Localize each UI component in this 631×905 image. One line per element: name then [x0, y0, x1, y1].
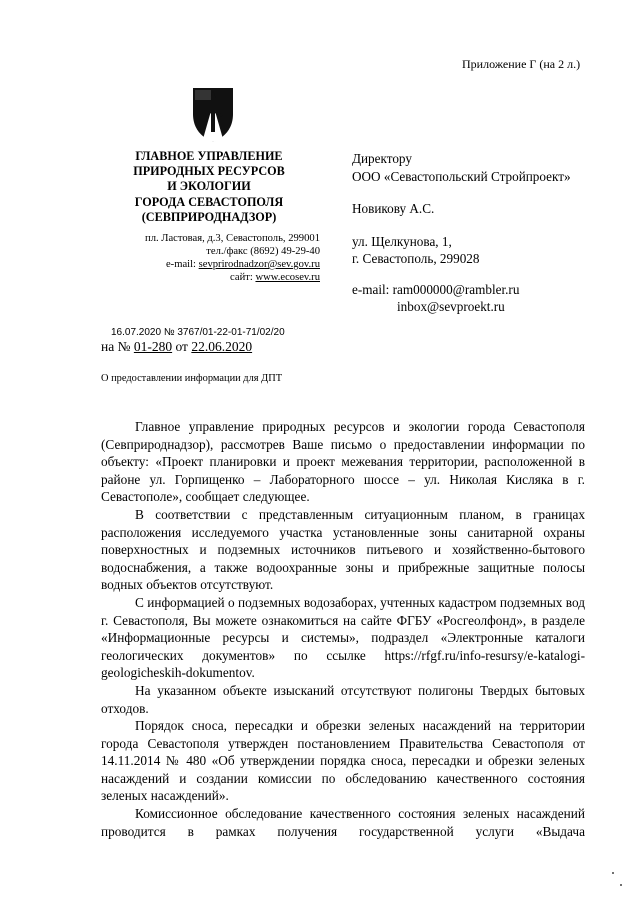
body-paragraph: Порядок сноса, пересадки и обрезки зеленых насаждений на территории города Севастополя утвержден постановлением Правительства Севастополя от 14.11.2014 № 480 «Об утверждении порядка сноса, пересадки и обрезки зеленых насаждений и создании комиссии по обследованию качественного состояния зеленых насаждений».	[101, 718, 585, 804]
site-label: сайт:	[230, 272, 256, 283]
reference-date: 22.06.2020	[191, 339, 253, 354]
sender-site-row	[112, 271, 320, 284]
recipient-block	[352, 150, 571, 316]
letter-subject: О предоставлении информации для ДПТ	[101, 373, 283, 384]
org-line: (СЕВПРИРОДНАДЗОР)	[141, 209, 277, 224]
scan-speck	[620, 884, 622, 886]
body-paragraph: Комиссионное обследование качественного состояния зеленых насаждений проводится в рамках получения государственной услуги «Выдача	[101, 806, 585, 839]
reference-middle: от	[172, 339, 192, 354]
recipient-line: ул. Щелкунова, 1,	[352, 233, 452, 249]
sevastopol-coat-of-arms	[190, 86, 236, 143]
recipient-line	[352, 268, 571, 281]
body-paragraph: С информацией о подземных водозаборах, учтенных кадастром подземных вод г. Севастополя, Вы можете ознакомиться на сайте ФГБУ «Росгеолфонд», в разделе «Информационные ресурсы и системы», подраздел «Электронные каталоги геологических документов» по ссылке https://rfgf.ru/info-resursy/e-katalogi-geologicheskih-dokumentov.	[101, 594, 585, 681]
letter-body	[101, 418, 585, 840]
sender-email-link[interactable]: sevprirodnadzor@sev.gov.ru	[198, 259, 320, 270]
registration-number: 16.07.2020 № 3767/01-22-01-71/02/20	[111, 327, 285, 338]
sender-site-link[interactable]: www.ecosev.ru	[255, 272, 320, 283]
sender-address: пл. Ластовая, д.3, Севастополь, 299001	[145, 233, 320, 244]
body-paragraph: Главное управление природных ресурсов и экологии города Севастополя (Севприроднадзор), рассмотрев Ваше письмо о предоставлении информации по объекту: «Проект планировки и проект межевания территории, расположенной в районе ул. Горпищенко – Лабораторного шоссе – ул. Николая Кисляка в г. Севастополе», сообщает следующее.	[101, 419, 585, 505]
sender-organization	[112, 149, 306, 225]
recipient-line: г. Севастополь, 299028	[352, 251, 480, 266]
recipient-line: Директору	[352, 151, 412, 166]
org-line: И ЭКОЛОГИИ	[167, 179, 251, 194]
recipient-line	[352, 218, 571, 233]
recipient-line: e-mail: ram000000@rambler.ru	[352, 281, 520, 297]
recipient-line: Новикову А.С.	[352, 201, 435, 216]
recipient-line: inbox@sevproekt.ru	[397, 299, 505, 314]
recipient-line: ООО «Севастопольский Стройпроект»	[352, 168, 571, 184]
org-line: ГЛАВНОЕ УПРАВЛЕНИЕ	[135, 149, 283, 163]
body-paragraph: В соответствии с представленным ситуационным планом, в границах расположения исследуемого участка установленные зоны санитарной охраны поверхностных и подземных источников питьевого и хозяйственно-бытового водоснабжения, а также водоохранные зоны и прибрежные защитные полосы водных объектов отсутствуют.	[101, 506, 585, 593]
reference-line	[101, 339, 252, 355]
sender-phone: тел./факс (8692) 49-29-40	[206, 246, 320, 257]
org-line: ГОРОДА СЕВАСТОПОЛЯ	[134, 194, 284, 209]
sender-contacts	[112, 232, 320, 284]
scan-speck	[612, 872, 614, 874]
body-paragraph: На указанном объекте изысканий отсутствуют полигоны Твердых бытовых отходов.	[101, 682, 585, 716]
appendix-label: Приложение Г (на 2 л.)	[462, 57, 581, 71]
org-line: ПРИРОДНЫХ РЕСУРСОВ	[133, 164, 285, 179]
reference-prefix: на №	[101, 339, 134, 354]
sender-email-row	[112, 258, 320, 271]
email-label: e-mail:	[165, 259, 199, 270]
recipient-line	[352, 185, 571, 200]
reference-number: 01-280	[133, 339, 173, 354]
